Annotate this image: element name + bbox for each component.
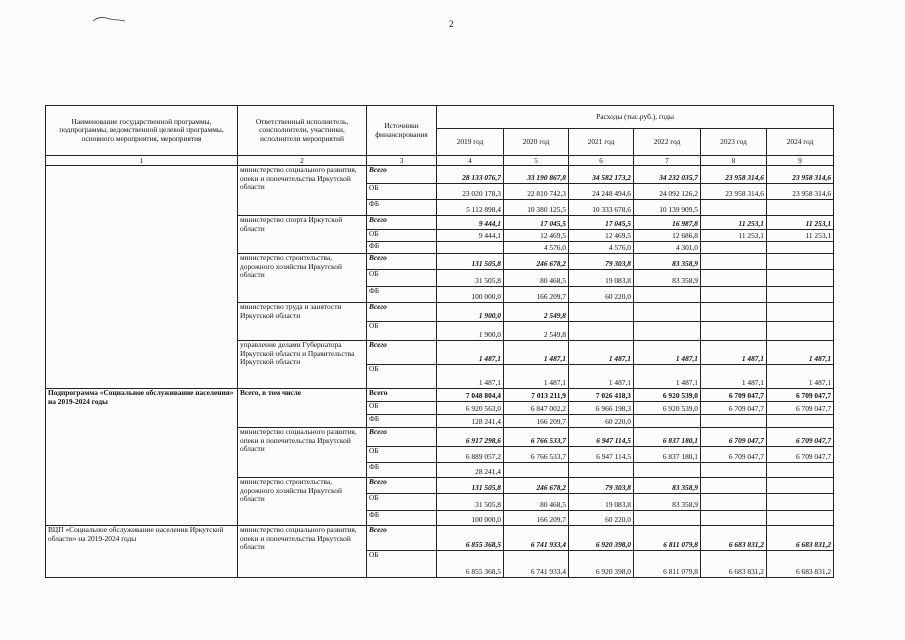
expense-2024-cell: 6 683 831,2 (767, 551, 834, 578)
expense-2022-cell: 83 358,9 (634, 270, 701, 287)
expense-2019-cell: 31 505,8 (437, 494, 504, 511)
header-program: Наименование государственной программы, подпрограммы, ведомственной целевой программы, основного мероприятия, мероприятия (46, 106, 238, 156)
expense-2023-cell (701, 254, 767, 270)
funding-source-cell: ОБ (367, 551, 437, 578)
expense-2024-cell (767, 511, 834, 526)
funding-source-cell: ФБ (367, 200, 437, 216)
funding-source-cell: ОБ (367, 230, 437, 242)
expense-2021-cell (569, 463, 634, 478)
expense-2024-cell (767, 478, 834, 494)
funding-source-cell: ОБ (367, 270, 437, 287)
expense-2024-cell (767, 200, 834, 216)
expense-2020-cell: 1 487,1 (504, 341, 569, 365)
funding-source-cell: ФБ (367, 287, 437, 303)
expense-2024-cell: 6 683 831,2 (767, 526, 834, 551)
program-name-cell: ВЦП «Социальное обслуживание населения Иркутской области» на 2019-2024 годы (46, 526, 238, 578)
executor-name-cell: министерство строительства, дорожного хозяйства Иркутской области (238, 254, 367, 303)
expense-2022-cell (634, 511, 701, 526)
expense-2022-cell: 10 139 909,5 (634, 200, 701, 216)
funding-source-cell: ФБ (367, 242, 437, 254)
expense-2021-cell: 60 220,0 (569, 511, 634, 526)
funding-source-cell: ОБ (367, 494, 437, 511)
expense-2019-cell: 28 133 076,7 (437, 166, 504, 184)
expense-2020-cell: 12 469,5 (504, 230, 569, 242)
expense-2020-cell: 1 487,1 (504, 365, 569, 389)
funding-source-cell: Всего (367, 389, 437, 402)
executor-name-cell: министерство социального развития, опеки и попечительства Иркутской области (238, 526, 367, 578)
expense-2023-cell (701, 270, 767, 287)
expense-2023-cell (701, 511, 767, 526)
expense-2024-cell (767, 463, 834, 478)
expense-2022-cell (634, 322, 701, 341)
expense-2023-cell (701, 303, 767, 322)
expense-2019-cell: 1 487,1 (437, 341, 504, 365)
expense-2022-cell: 1 487,1 (634, 341, 701, 365)
expense-2024-cell: 11 253,1 (767, 230, 834, 242)
expense-2019-cell: 100 000,0 (437, 287, 504, 303)
expense-2021-cell: 79 303,8 (569, 478, 634, 494)
expense-2024-cell: 1 487,1 (767, 365, 834, 389)
expense-2021-cell: 7 026 418,3 (569, 389, 634, 402)
expense-2020-cell: 6 741 933,4 (504, 551, 569, 578)
expense-2023-cell: 6 709 047,7 (701, 402, 767, 415)
expense-2023-cell: 6 709 047,7 (701, 447, 767, 463)
expense-2022-cell: 12 686,8 (634, 230, 701, 242)
expense-2023-cell: 6 709 047,7 (701, 389, 767, 402)
expense-2021-cell: 34 582 173,2 (569, 166, 634, 184)
expense-2023-cell: 6 709 047,7 (701, 428, 767, 447)
expense-2021-cell: 24 248 494,6 (569, 184, 634, 200)
funding-source-cell: ОБ (367, 402, 437, 415)
expense-2020-cell: 17 045,5 (504, 216, 569, 230)
expense-2021-cell: 79 303,8 (569, 254, 634, 270)
expense-2022-cell: 4 301,0 (634, 242, 701, 254)
expense-2024-cell: 6 709 047,7 (767, 447, 834, 463)
funding-source-cell: ОБ (367, 365, 437, 389)
funding-source-cell: ОБ (367, 322, 437, 341)
expense-2019-cell: 28 241,4 (437, 463, 504, 478)
expense-2019-cell: 6 917 298,6 (437, 428, 504, 447)
expense-2020-cell: 246 678,2 (504, 478, 569, 494)
expense-2022-cell: 1 487,1 (634, 365, 701, 389)
header-year-2020: 2020 год (504, 129, 569, 156)
handwritten-mark (88, 12, 132, 26)
table-header (46, 106, 834, 166)
expense-2021-cell: 10 333 678,6 (569, 200, 634, 216)
expense-2024-cell: 6 709 047,7 (767, 389, 834, 402)
column-number: 9 (767, 156, 834, 166)
header-year-2022: 2022 год (634, 129, 701, 156)
expense-2023-cell (701, 322, 767, 341)
header-executor: Ответственный исполнитель, соисполнители, участники, исполнители мероприятий (238, 106, 367, 156)
funding-source-cell: Всего (367, 216, 437, 230)
expense-2020-cell: 80 468,5 (504, 494, 569, 511)
header-expenses: Расходы (тыс.руб.), годы (437, 106, 834, 129)
executor-name-cell: министерство социального развития, опеки и попечительства Иркутской области (238, 166, 367, 216)
expense-2021-cell: 6 920 398,0 (569, 526, 634, 551)
expense-2022-cell (634, 303, 701, 322)
expense-2020-cell: 6 741 933,4 (504, 526, 569, 551)
expense-2021-cell: 6 966 198,3 (569, 402, 634, 415)
executor-name-cell: Всего, в том числе (238, 389, 367, 428)
expense-2019-cell: 23 020 178,3 (437, 184, 504, 200)
table-row (46, 166, 834, 184)
expense-2021-cell: 17 045,5 (569, 216, 634, 230)
expense-2023-cell (701, 200, 767, 216)
expense-2021-cell: 19 083,8 (569, 494, 634, 511)
column-number: 4 (437, 156, 504, 166)
column-number: 5 (504, 156, 569, 166)
column-number: 3 (367, 156, 437, 166)
expense-2024-cell: 6 709 047,7 (767, 428, 834, 447)
page-number: 2 (449, 19, 454, 29)
funding-source-cell: Всего (367, 478, 437, 494)
expense-2024-cell: 1 487,1 (767, 341, 834, 365)
expense-2020-cell (504, 463, 569, 478)
column-number: 8 (701, 156, 767, 166)
expense-2023-cell (701, 463, 767, 478)
expense-2020-cell: 4 576,0 (504, 242, 569, 254)
expense-2023-cell (701, 287, 767, 303)
expense-2021-cell: 6 947 114,5 (569, 428, 634, 447)
expense-2019-cell: 9 444,1 (437, 216, 504, 230)
expense-2021-cell: 4 576,0 (569, 242, 634, 254)
expense-2022-cell: 6 837 180,1 (634, 428, 701, 447)
expense-2022-cell: 83 358,9 (634, 494, 701, 511)
expense-2022-cell: 83 358,9 (634, 254, 701, 270)
expense-2022-cell: 6 920 539,0 (634, 402, 701, 415)
expense-2020-cell: 80 468,5 (504, 270, 569, 287)
table-body (46, 166, 834, 578)
expense-2022-cell (634, 463, 701, 478)
expense-2023-cell: 6 683 831,2 (701, 526, 767, 551)
expense-2019-cell: 128 241,4 (437, 415, 504, 428)
expense-2021-cell: 60 220,0 (569, 287, 634, 303)
header-year-2023: 2023 год (701, 129, 767, 156)
expense-2019-cell: 7 048 804,4 (437, 389, 504, 402)
funding-source-cell: ОБ (367, 184, 437, 200)
funding-source-cell: Всего (367, 303, 437, 322)
expense-2021-cell (569, 303, 634, 322)
funding-source-cell: Всего (367, 341, 437, 365)
expense-2023-cell (701, 494, 767, 511)
column-number: 1 (46, 156, 238, 166)
expense-2019-cell: 100 000,0 (437, 511, 504, 526)
expense-2019-cell: 1 487,1 (437, 365, 504, 389)
expense-2021-cell: 1 487,1 (569, 365, 634, 389)
header-year-2021: 2021 год (569, 129, 634, 156)
expense-2021-cell: 1 487,1 (569, 341, 634, 365)
expense-2023-cell: 6 683 831,2 (701, 551, 767, 578)
header-year-2019: 2019 год (437, 129, 504, 156)
expense-2019-cell: 1 900,0 (437, 303, 504, 322)
executor-name-cell: министерство строительства, дорожного хозяйства Иркутской области (238, 478, 367, 526)
expense-2019-cell: 6 920 563,0 (437, 402, 504, 415)
expense-2023-cell: 23 958 314,6 (701, 184, 767, 200)
funding-source-cell: Всего (367, 166, 437, 184)
expense-2023-cell (701, 242, 767, 254)
expense-2022-cell: 16 987,8 (634, 216, 701, 230)
expense-2022-cell (634, 287, 701, 303)
expense-2021-cell: 19 083,8 (569, 270, 634, 287)
program-name-cell: Подпрограмма «Социальное обслуживание населения» на 2019-2024 годы (46, 389, 238, 526)
expense-2020-cell: 6 847 002,2 (504, 402, 569, 415)
table-row (46, 526, 834, 551)
expense-2022-cell: 24 092 126,2 (634, 184, 701, 200)
expense-2022-cell: 6 811 079,8 (634, 526, 701, 551)
column-numbers-row (46, 156, 834, 166)
column-number: 6 (569, 156, 634, 166)
header-year-2024: 2024 год (767, 129, 834, 156)
expense-2024-cell (767, 303, 834, 322)
expense-2024-cell: 23 958 314,6 (767, 184, 834, 200)
expense-2021-cell: 60 220,0 (569, 415, 634, 428)
expense-2020-cell: 22 810 742,3 (504, 184, 569, 200)
executor-name-cell: министерство спорта Иркутской области (238, 216, 367, 254)
expense-2020-cell: 33 190 867,8 (504, 166, 569, 184)
expense-2023-cell: 1 487,1 (701, 341, 767, 365)
expenses-table (45, 105, 834, 578)
expense-2024-cell (767, 322, 834, 341)
expense-2022-cell: 6 811 079,8 (634, 551, 701, 578)
expense-2020-cell: 166 209,7 (504, 287, 569, 303)
expense-2023-cell: 1 487,1 (701, 365, 767, 389)
expense-2019-cell (437, 242, 504, 254)
expense-2023-cell: 11 253,1 (701, 230, 767, 242)
expense-2019-cell: 6 889 057,2 (437, 447, 504, 463)
expense-2020-cell: 2 549,8 (504, 322, 569, 341)
expense-2024-cell (767, 415, 834, 428)
expense-2021-cell: 6 920 398,0 (569, 551, 634, 578)
expense-2020-cell: 246 678,2 (504, 254, 569, 270)
header-row (46, 106, 834, 129)
table-row (46, 389, 834, 402)
expense-2021-cell: 12 469,5 (569, 230, 634, 242)
funding-source-cell: ОБ (367, 447, 437, 463)
expense-2024-cell: 6 709 047,7 (767, 402, 834, 415)
funding-source-cell: ФБ (367, 415, 437, 428)
funding-source-cell: Всего (367, 526, 437, 551)
expense-2020-cell: 166 209,7 (504, 415, 569, 428)
expense-2024-cell (767, 494, 834, 511)
expense-2023-cell: 23 958 314,6 (701, 166, 767, 184)
funding-source-cell: ФБ (367, 463, 437, 478)
expense-2024-cell (767, 270, 834, 287)
funding-source-cell: Всего (367, 254, 437, 270)
expense-2019-cell: 6 855 368,5 (437, 526, 504, 551)
funding-source-cell: ФБ (367, 511, 437, 526)
expense-2024-cell (767, 287, 834, 303)
expense-2020-cell: 2 549,8 (504, 303, 569, 322)
funding-source-cell: Всего (367, 428, 437, 447)
expense-2022-cell: 34 232 035,7 (634, 166, 701, 184)
expense-2023-cell: 11 253,1 (701, 216, 767, 230)
executor-name-cell: министерство социального развития, опеки и попечительства Иркутской области (238, 428, 367, 478)
expense-2019-cell: 5 112 898,4 (437, 200, 504, 216)
column-number: 2 (238, 156, 367, 166)
expense-2022-cell: 6 920 539,0 (634, 389, 701, 402)
expense-2020-cell: 7 013 211,9 (504, 389, 569, 402)
expense-2019-cell: 131 505,8 (437, 478, 504, 494)
handwritten-stroke (93, 17, 125, 21)
expense-2019-cell: 131 505,8 (437, 254, 504, 270)
expense-2024-cell: 11 253,1 (767, 216, 834, 230)
expense-2020-cell: 6 766 533,7 (504, 428, 569, 447)
executor-name-cell: управление делами Губернатора Иркутской области и Правительства Иркутской области (238, 341, 367, 389)
expense-2022-cell: 6 837 180,1 (634, 447, 701, 463)
expense-2019-cell: 31 505,8 (437, 270, 504, 287)
program-name-cell (46, 166, 238, 389)
expense-2019-cell: 9 444,1 (437, 230, 504, 242)
expense-2022-cell: 83 358,9 (634, 478, 701, 494)
expense-2023-cell (701, 478, 767, 494)
expense-2022-cell (634, 415, 701, 428)
expense-2023-cell (701, 415, 767, 428)
expense-2020-cell: 6 766 533,7 (504, 447, 569, 463)
expense-2021-cell (569, 322, 634, 341)
header-funding-source: Источники финансирования (367, 106, 437, 156)
expense-2020-cell: 10 380 125,5 (504, 200, 569, 216)
executor-name-cell: министерство труда и занятости Иркутской области (238, 303, 367, 341)
expense-2021-cell: 6 947 114,5 (569, 447, 634, 463)
expense-2024-cell: 23 958 314,6 (767, 166, 834, 184)
column-number: 7 (634, 156, 701, 166)
expense-2024-cell (767, 242, 834, 254)
expense-2019-cell: 6 855 368,5 (437, 551, 504, 578)
expense-2019-cell: 1 900,0 (437, 322, 504, 341)
expense-2020-cell: 166 209,7 (504, 511, 569, 526)
expense-2024-cell (767, 254, 834, 270)
